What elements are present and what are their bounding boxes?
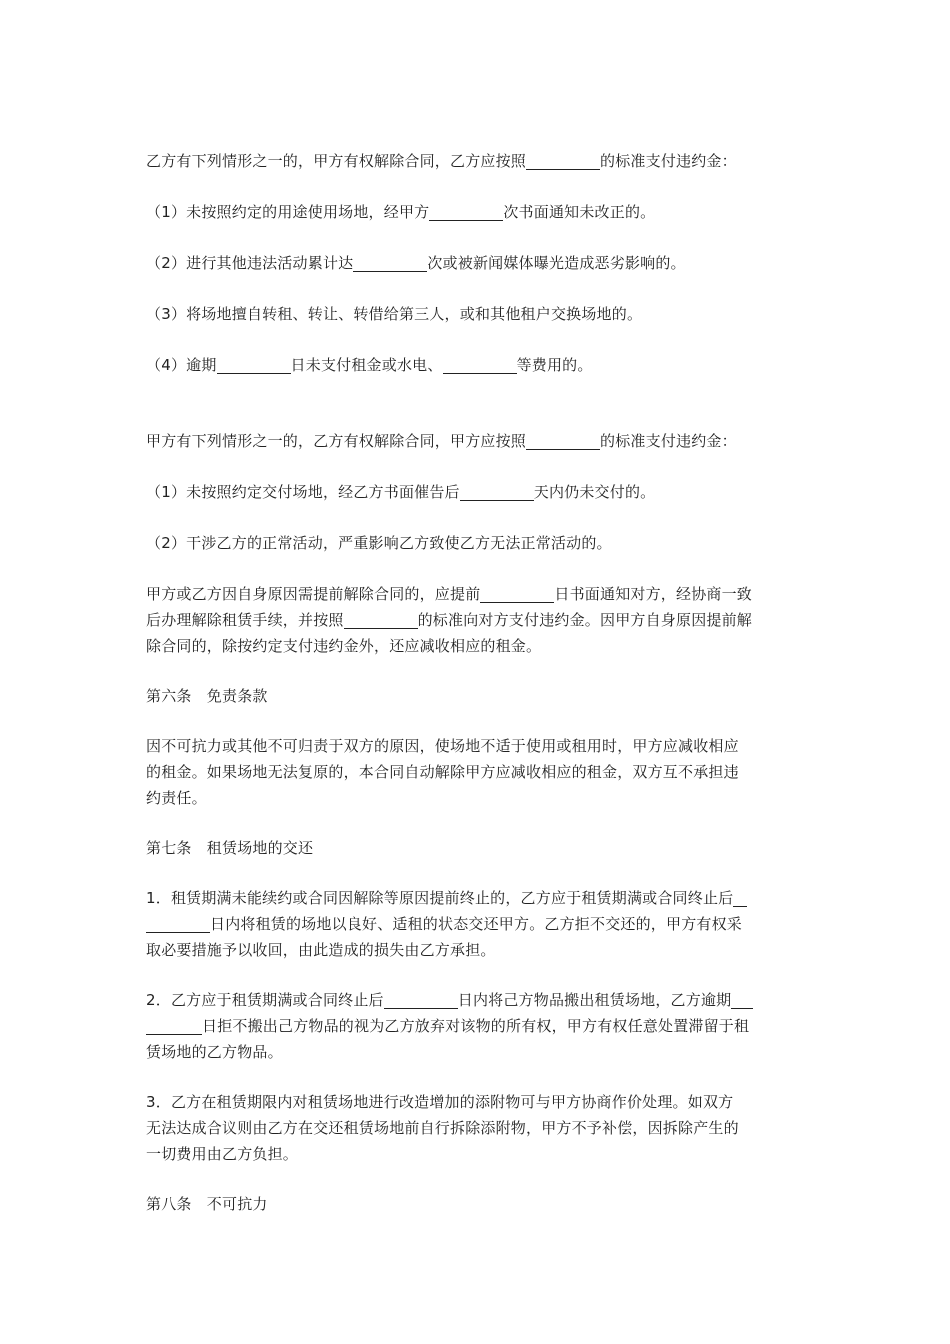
text: 等费用的。 — [516, 356, 593, 374]
text: （2）进行其他违法活动累计达 — [146, 254, 354, 272]
article-6-line-3: 约责任。 — [146, 789, 207, 807]
article-7-item-2 — [146, 987, 810, 1065]
article-7-item-2-line-2 — [146, 1013, 810, 1039]
blank-line — [443, 355, 517, 374]
clause-b-item-4 — [146, 352, 810, 378]
text: 的标准支付违约金： — [600, 432, 737, 450]
blank-line — [460, 482, 534, 501]
blank-line — [353, 253, 427, 272]
article-7-item-1 — [146, 885, 810, 963]
text: 次书面通知未改正的。 — [503, 203, 656, 221]
article-7-item-3-line-3: 一切费用由乙方负担。 — [146, 1145, 299, 1163]
article-7-heading: 第七条 租赁场地的交还 — [146, 839, 314, 857]
blank-line — [731, 990, 753, 1009]
blank-line — [217, 355, 291, 374]
text: 日内将己方物品搬出租赁场地，乙方逾期 — [457, 991, 732, 1009]
article-6-line-1: 因不可抗力或其他不可归责于双方的原因，使场地不适于使用或租用时，甲方应减收相应 — [146, 737, 739, 755]
article-6-heading: 第六条 免责条款 — [146, 687, 268, 705]
blank-line — [526, 431, 600, 450]
article-7-item-2-line-1 — [146, 987, 810, 1013]
blank-line — [429, 202, 503, 221]
clause-c-intro — [146, 428, 810, 454]
article-7-item-2-line-3: 赁场地的乙方物品。 — [146, 1043, 283, 1061]
blank-line — [344, 610, 418, 629]
text: 日内将租赁的场地以良好、适租的状态交还甲方。乙方拒不交还的，甲方有权采 — [210, 915, 743, 933]
text: 乙方有下列情形之一的，甲方有权解除合同，乙方应按照 — [146, 152, 527, 170]
article-7-item-3-line-1: 3．乙方在租赁期限内对租赁场地进行改造增加的添附物可与甲方协商作价处理。如双方 — [146, 1093, 734, 1111]
clause-b-item-2 — [146, 250, 810, 276]
text: 1．租赁期满未能续约或合同因解除等原因提前终止的，乙方应于租赁期满或合同终止后 — [146, 889, 734, 907]
text: 甲方有下列情形之一的，乙方有权解除合同，甲方应按照 — [146, 432, 527, 450]
article-7-item-3-line-2: 无法达成合议则由乙方在交还租赁场地前自行拆除添附物，甲方不予补偿，因拆除产生的 — [146, 1119, 739, 1137]
text: 2．乙方应于租赁期满或合同终止后 — [146, 991, 384, 1009]
blank-line — [526, 151, 600, 170]
article-7-item-1-line-1 — [146, 885, 810, 911]
text: 的标准支付违约金： — [600, 152, 737, 170]
clause-b-intro — [146, 148, 810, 174]
document-page — [146, 148, 810, 1217]
text: （1）未按照约定交付场地，经乙方书面催告后 — [146, 483, 460, 501]
blank-line — [146, 914, 210, 933]
article-7-item-1-line-2 — [146, 911, 810, 937]
clause-d-line-3: 除合同的，除按约定支付违约金外，还应减收相应的租金。 — [146, 637, 542, 655]
text: 日拒不搬出己方物品的视为乙方放弃对该物的所有权，甲方有权任意处置滞留于租 — [202, 1017, 750, 1035]
clause-d-paragraph — [146, 581, 810, 659]
text: 日书面通知对方，经协商一致 — [554, 585, 753, 603]
blank-line — [480, 584, 554, 603]
text: 天内仍未交付的。 — [533, 483, 656, 501]
text: （1）未按照约定的用途使用场地，经甲方 — [146, 203, 430, 221]
text: 次或被新闻媒体曝光造成恶劣影响的。 — [427, 254, 686, 272]
text: 日未支付租金或水电、 — [290, 356, 443, 374]
clause-d-line-1 — [146, 581, 810, 607]
clause-c-item-1 — [146, 479, 810, 505]
blank-line — [384, 990, 458, 1009]
clause-b-item-3: （3）将场地擅自转租、转让、转借给第三人，或和其他租户交换场地的。 — [146, 305, 643, 323]
clause-b-item-1 — [146, 199, 810, 225]
article-7-item-3 — [146, 1089, 810, 1167]
article-6-paragraph — [146, 733, 810, 811]
article-6-line-2: 的租金。如果场地无法复原的，本合同自动解除甲方应减收相应的租金，双方互不承担违 — [146, 763, 739, 781]
text: （4）逾期 — [146, 356, 217, 374]
text: 的标准向对方支付违约金。因甲方自身原因提前解 — [417, 611, 753, 629]
blank-line — [146, 1016, 202, 1035]
text: 甲方或乙方因自身原因需提前解除合同的，应提前 — [146, 585, 481, 603]
blank-line — [733, 888, 747, 907]
article-7-item-1-line-3: 取必要措施予以收回，由此造成的损失由乙方承担。 — [146, 941, 496, 959]
clause-d-line-2 — [146, 607, 810, 633]
text: 后办理解除租赁手续，并按照 — [146, 611, 344, 629]
clause-c-item-2: （2）干涉乙方的正常活动，严重影响乙方致使乙方无法正常活动的。 — [146, 534, 612, 552]
article-8-heading: 第八条 不可抗力 — [146, 1195, 268, 1213]
